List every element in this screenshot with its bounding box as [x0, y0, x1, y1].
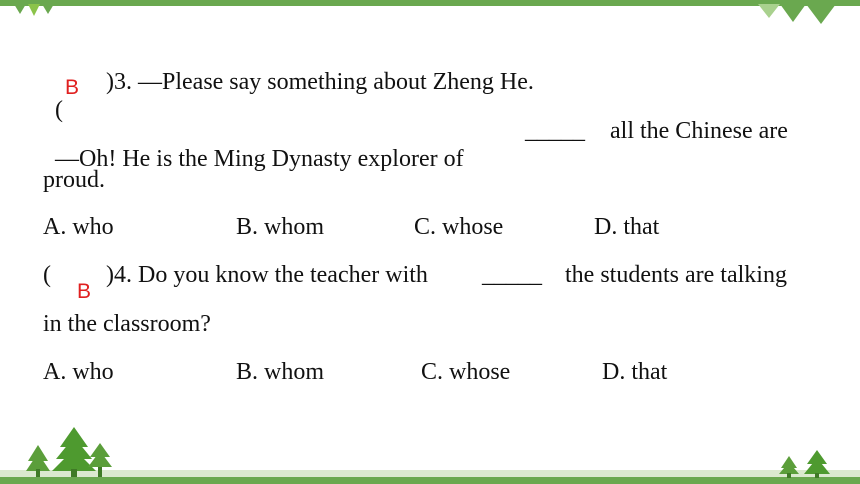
- tree-icon-left-group: [22, 425, 112, 477]
- q4-open-paren: (: [43, 262, 51, 288]
- q3-line2-pre: —Oh! He is the Ming Dynasty explorer of: [55, 146, 464, 172]
- q4-stem-post: the students are talking: [565, 262, 787, 288]
- q3-line1: [43, 68, 63, 124]
- q4-line2: in the classroom?: [43, 311, 211, 337]
- bunting-icon-left: [14, 4, 64, 18]
- q3-line2-post: all the Chinese are: [610, 118, 788, 144]
- q3-option-b: B. whom: [236, 214, 325, 240]
- q3-line3: proud.: [43, 167, 105, 193]
- q3-open-paren: (: [55, 97, 63, 123]
- q4-option-c: C. whose: [421, 359, 511, 385]
- bunting-icon-right: [758, 4, 838, 26]
- q4-option-a: A. who: [43, 359, 114, 385]
- q3-blank: _____: [525, 118, 585, 144]
- q4-answer: B: [77, 280, 92, 303]
- q3-option-a: A. who: [43, 214, 114, 240]
- q3-option-d: D. that: [594, 214, 660, 240]
- q3-stem: )3. —Please say something about Zheng He.: [106, 69, 534, 95]
- q4-option-d: D. that: [602, 359, 668, 385]
- q4-stem: )4. Do you know the teacher with: [106, 262, 428, 288]
- q3-line2: [43, 117, 464, 173]
- tree-icon-right-group: [777, 448, 837, 478]
- bottom-green-bar: [0, 477, 860, 484]
- q3-answer: B: [65, 76, 80, 99]
- q4-option-b: B. whom: [236, 359, 325, 385]
- q4-blank: _____: [482, 262, 542, 288]
- q3-option-c: C. whose: [414, 214, 504, 240]
- top-green-bar: [0, 0, 860, 6]
- bottom-light-band: [0, 470, 860, 477]
